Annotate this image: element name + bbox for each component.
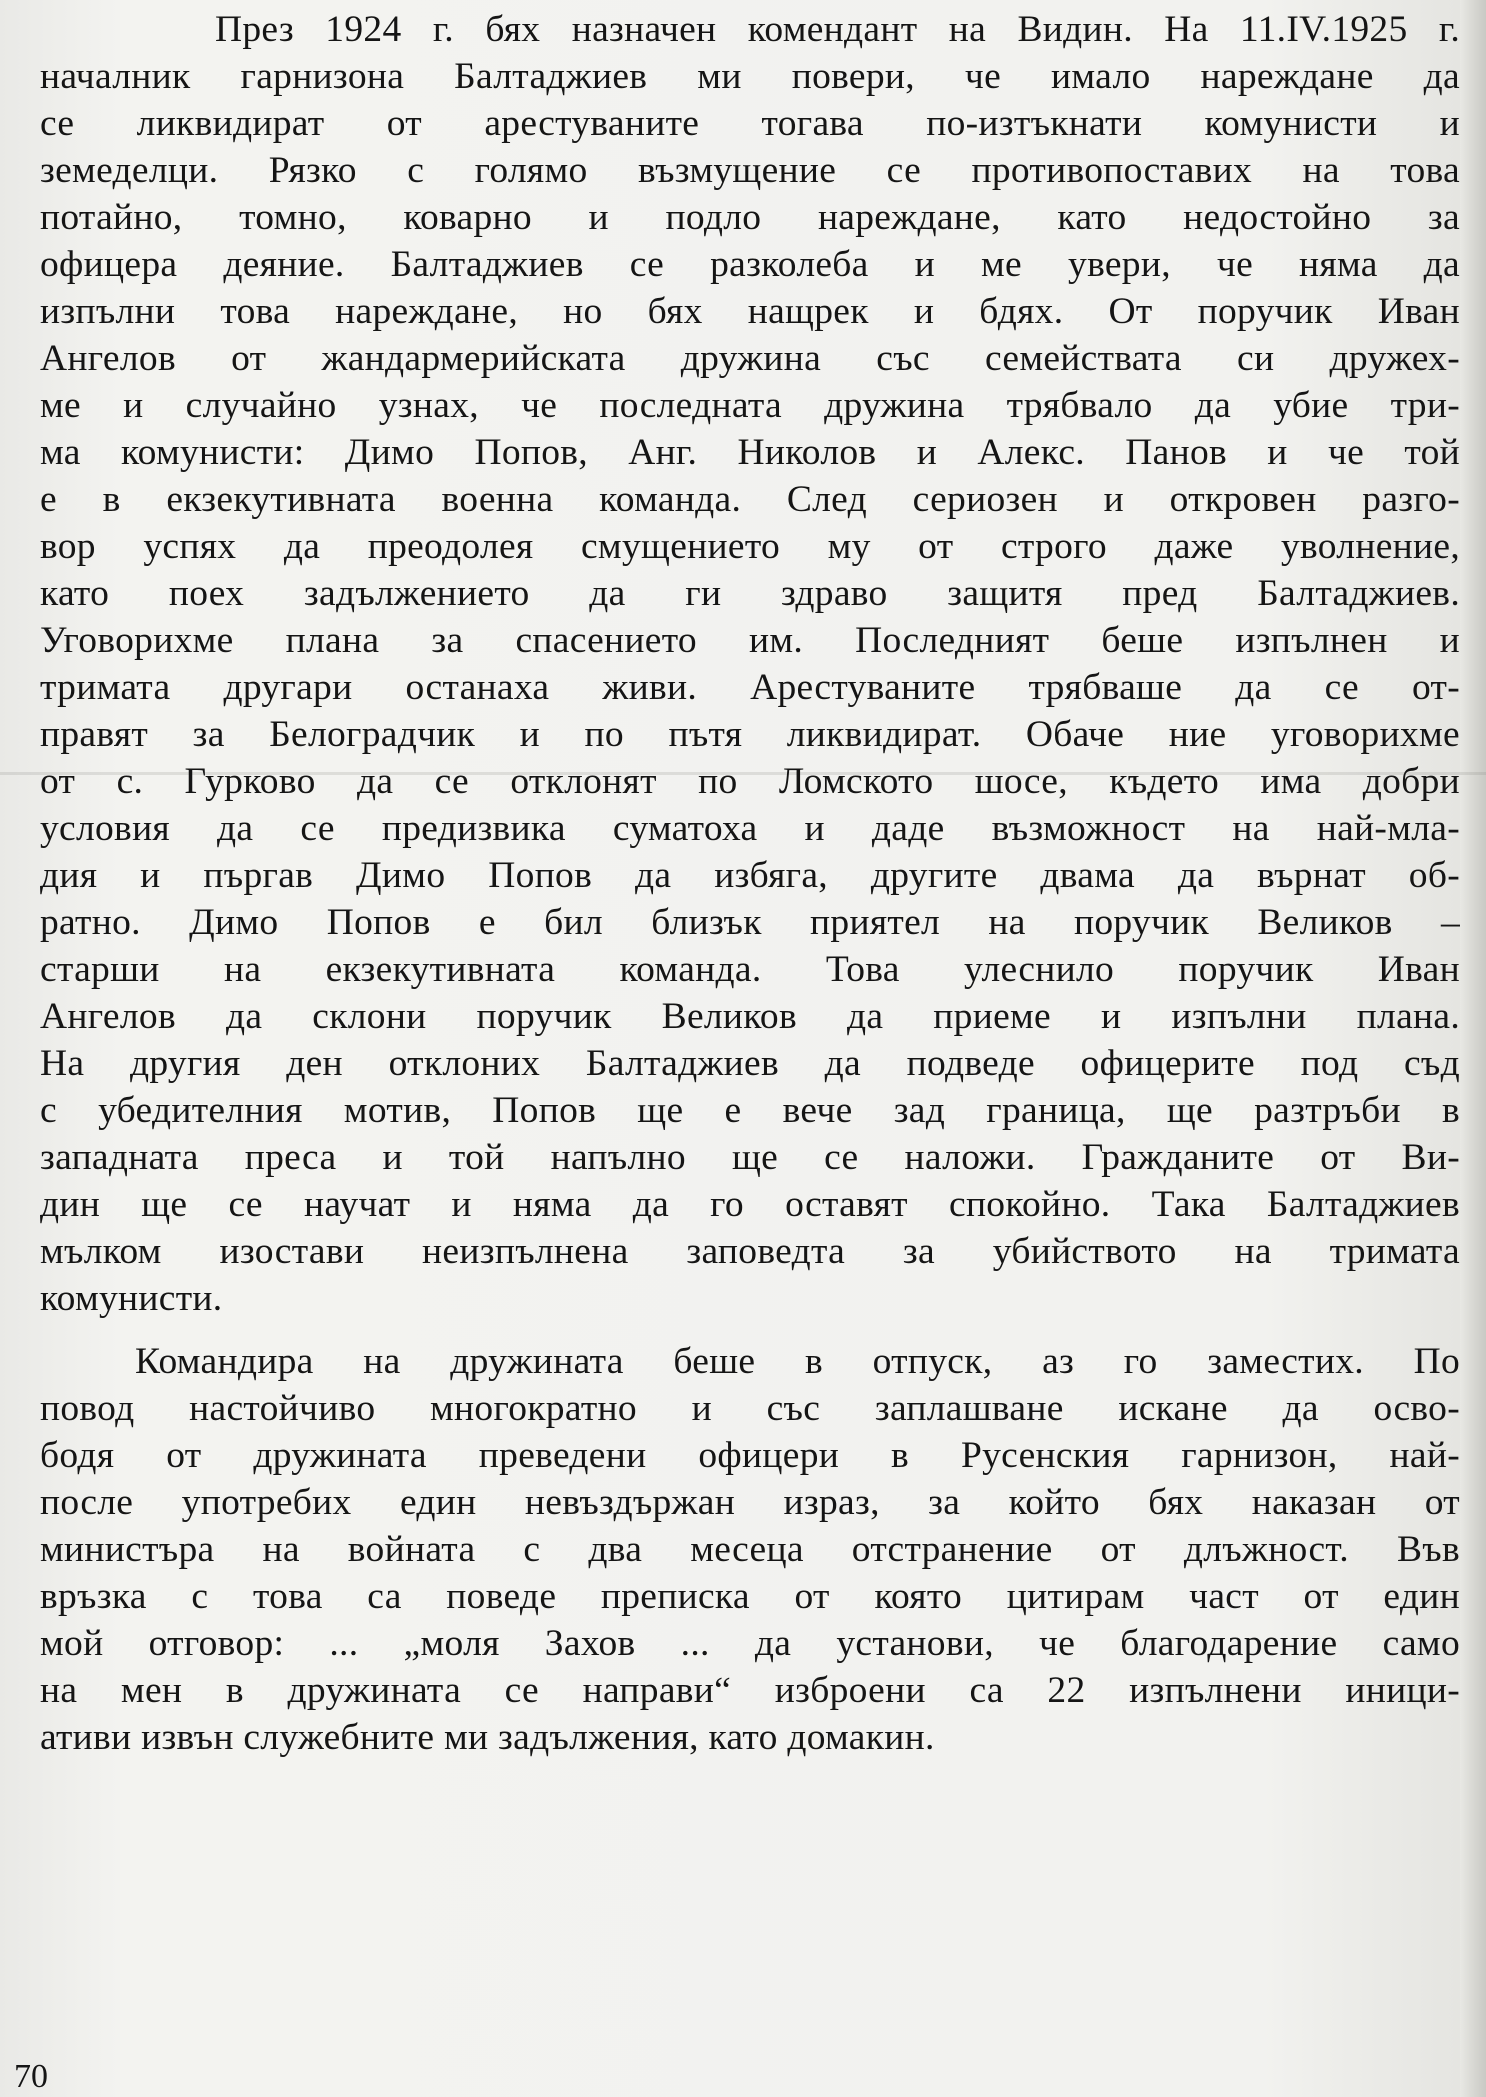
text-line: През 1924 г. бях назначен комендант на Видин. На 11.IV.1925 г. [215,9,1460,50]
text-line: изпълни това нареждане, но бях нащрек и бдях. От поручик Иван [40,291,1460,332]
paragraph-2 [40,1338,1460,1761]
text-line: от с. Гурково да се отклонят по Ломското шосе, където има добри [40,761,1460,802]
text-line: офицера деяние. Балтаджиев се разколеба и ме увери, че няма да [40,244,1460,285]
text-line: дин ще се научат и няма да го оставят спокойно. Така Балтаджиев [40,1184,1460,1225]
text-line: повод настойчиво многократно и със заплашване искане да осво- [40,1388,1460,1429]
text-line: западната преса и той напълно ще се наложи. Гражданите от Ви- [40,1137,1460,1178]
text-line: бодя от дружината преведени офицери в Русенския гарнизон, най- [40,1435,1460,1476]
text-line: ратно. Димо Попов е бил близък приятел на поручик Великов – [40,902,1460,943]
page-number: 70 [14,2058,48,2095]
text-line: връзка с това са поведе преписка от която цитирам част от един [40,1576,1460,1617]
text-line: ме и случайно узнах, че последната дружина трябвало да убие три- [40,385,1460,426]
text-line: като поех задължението да ги здраво защитя пред Балтаджиев. [40,573,1460,614]
text-line: вор успях да преодолея смущението му от строго даже уволнение, [40,526,1460,567]
text-line: ативи извън служебните ми задължения, като домакин. [40,1717,935,1758]
page-edge-shadow [1460,0,1486,2097]
text-line: дия и пъргав Димо Попов да избяга, другите двама да върнат об- [40,855,1460,896]
text-line: старши на екзекутивната команда. Това улеснило поручик Иван [40,949,1460,990]
text-line: министъра на войната с два месеца отстранение от длъжност. Във [40,1529,1460,1570]
text-line: правят за Белоградчик и по пътя ликвидират. Обаче ние уговорихме [40,714,1460,755]
text-line: На другия ден отклоних Балтаджиев да подведе офицерите под съд [40,1043,1460,1084]
text-line: мой отговор: ... „моля Захов ... да установи, че благодарение само [40,1623,1460,1664]
text-line: потайно, томно, коварно и подло нареждане, като недостойно за [40,197,1460,238]
text-line: Командира на дружината беше в отпуск, аз го заместих. По [135,1341,1460,1382]
text-line: е в екзекутивната военна команда. След сериозен и откровен разго- [40,479,1460,520]
text-line: началник гарнизона Балтаджиев ми повери, че имало нареждане да [40,56,1460,97]
text-line: комунисти. [40,1278,223,1319]
text-line: условия да се предизвика суматоха и даде възможност на най-мла- [40,808,1460,849]
text-line: мълком изостави неизпълнена заповедта за убийството на тримата [40,1231,1460,1272]
text-line: се ликвидират от арестуваните тогава по-изтъкнати комунисти и [40,103,1460,144]
text-line: Ангелов да склони поручик Великов да приеме и изпълни плана. [40,996,1460,1037]
paragraph-1 [40,6,1460,1322]
text-line: Уговорихме плана за спасението им. Последният беше изпълнен и [40,620,1460,661]
text-line: земеделци. Рязко с голямо възмущение се противопоставих на това [40,150,1460,191]
text-line: с убедителния мотив, Попов ще е вече зад граница, ще разтръби в [40,1090,1460,1131]
text-line: ма комунисти: Димо Попов, Анг. Николов и Алекс. Панов и че той [40,432,1460,473]
text-line: тримата другари останаха живи. Арестуваните трябваше да се от- [40,667,1460,708]
body-text [40,6,1460,1761]
text-line: Ангелов от жандармерийската дружина със семействата си дружех- [40,338,1460,379]
text-line: после употребих един невъздържан израз, за който бях наказан от [40,1482,1460,1523]
text-line: на мен в дружината се направи“ изброени са 22 изпълнени иници- [40,1670,1460,1711]
